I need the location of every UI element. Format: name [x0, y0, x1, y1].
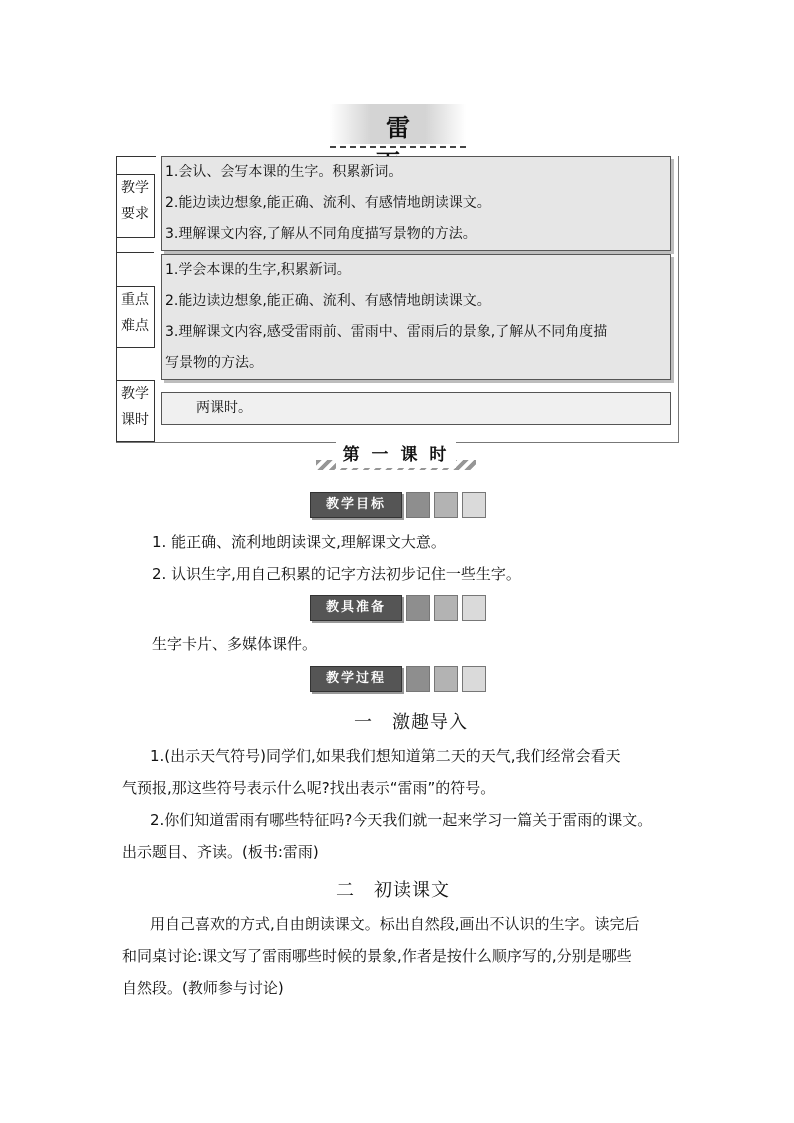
paragraph-line: 气预报,那这些符号表示什么呢?找出表示“雷雨”的符号。: [122, 779, 496, 797]
tools-text: 生字卡片、多媒体课件。: [152, 635, 318, 653]
label-line: 重点: [121, 292, 149, 308]
label-line: 难点: [121, 318, 149, 334]
goals-header-label: 教学目标: [310, 492, 402, 518]
info-table: [116, 156, 679, 443]
requirements-box: [161, 156, 671, 251]
header-square-mid: [434, 492, 458, 518]
header-square-mid: [434, 666, 458, 692]
section-title-text: 第 一 课 时: [336, 442, 456, 468]
section-title: [316, 442, 476, 470]
class-hours-value: 两课时。: [196, 400, 252, 416]
paragraph-line: 和同桌讨论:课文写了雷雨哪些时候的景象,作者是按什么顺序写的,分别是哪些: [122, 947, 632, 965]
key-point-item: 2.能边读边想象,能正确、流利、有感情地朗读课文。: [165, 293, 491, 309]
table-spacer: [116, 156, 154, 175]
header-square-dark: [406, 595, 430, 621]
class-hours-box: [161, 392, 671, 425]
goals-header: [310, 492, 486, 518]
key-points-box: [161, 254, 671, 380]
label-line: 要求: [121, 206, 149, 222]
paragraph-line: 出示题目、齐读。(板书:雷雨): [122, 843, 319, 861]
requirement-item: 1.会认、会写本课的生字。积累新词。: [165, 164, 403, 180]
process-header: [310, 666, 486, 692]
title-underline: [330, 146, 466, 148]
label-class-hours: [116, 380, 155, 442]
label-teaching-requirements: [116, 174, 155, 238]
label-key-points: [116, 286, 155, 348]
header-square-light: [462, 595, 486, 621]
label-line: 教学: [121, 386, 149, 402]
paragraph-line: 用自己喜欢的方式,自由朗读课文。标出自然段,画出不认识的生字。读完后: [150, 915, 640, 933]
title-text: 雷: [386, 113, 430, 142]
key-point-item: 1.学会本课的生字,积累新词。: [165, 262, 351, 278]
table-spacer: [116, 252, 154, 287]
requirement-item: 3.理解课文内容,了解从不同角度描写景物的方法。: [165, 226, 477, 242]
key-point-item: 3.理解课文内容,感受雷雨前、雷雨中、雷雨后的景象,了解从不同角度描: [165, 324, 608, 340]
label-line: 课时: [121, 412, 149, 428]
label-line: 教学: [121, 180, 149, 196]
part-heading: 一 激趣导入: [354, 712, 468, 733]
process-header-label: 教学过程: [310, 666, 402, 692]
tools-header: [310, 595, 486, 621]
paragraph-line: 1.(出示天气符号)同学们,如果我们想知道第二天的天气,我们经常会看天: [150, 747, 621, 765]
header-square-dark: [406, 666, 430, 692]
header-square-light: [462, 492, 486, 518]
page-title: [330, 104, 466, 150]
goal-item: 2. 认识生字,用自己积累的记字方法初步记住一些生字。: [152, 565, 521, 583]
key-point-item: 写景物的方法。: [165, 355, 263, 371]
paragraph-line: 自然段。(教师参与讨论): [122, 979, 284, 997]
paragraph-line: 2.你们知道雷雨有哪些特征吗?今天我们就一起来学习一篇关于雷雨的课文。: [150, 811, 653, 829]
goal-item: 1. 能正确、流利地朗读课文,理解课文大意。: [152, 533, 446, 551]
tools-header-label: 教具准备: [310, 595, 402, 621]
header-square-mid: [434, 595, 458, 621]
requirement-item: 2.能边读边想象,能正确、流利、有感情地朗读课文。: [165, 195, 491, 211]
header-square-dark: [406, 492, 430, 518]
part-heading: 二 初读课文: [336, 880, 450, 901]
header-square-light: [462, 666, 486, 692]
table-spacer: [116, 347, 154, 378]
